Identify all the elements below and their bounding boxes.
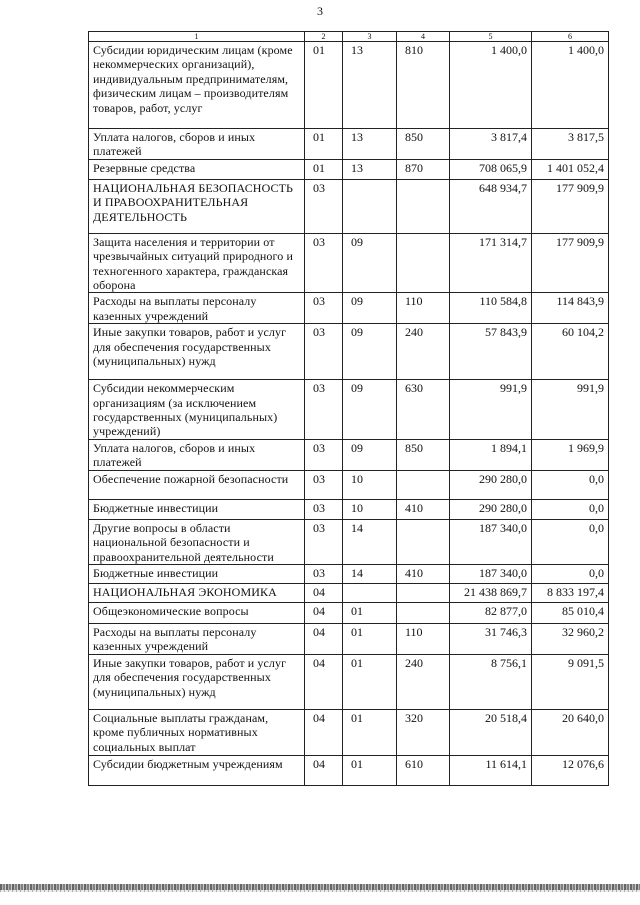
subsection-code: 01 — [343, 755, 397, 785]
subsection-code: 10 — [343, 470, 397, 499]
row-name: Резервные средства — [89, 159, 305, 179]
amount-year-1: 3 817,4 — [450, 129, 532, 160]
expense-type-code: 110 — [397, 623, 450, 654]
amount-year-1: 171 314,7 — [450, 233, 532, 293]
subsection-code: 13 — [343, 129, 397, 160]
amount-year-1: 708 065,9 — [450, 159, 532, 179]
row-name: Иные закупки товаров, работ и услуг для обеспечения государственных (муниципальных) нужд — [89, 324, 305, 380]
subsection-code: 14 — [343, 564, 397, 583]
scan-artifact — [0, 890, 640, 892]
column-header: 1 — [89, 32, 305, 42]
row-name: Уплата налогов, сборов и иных платежей — [89, 439, 305, 470]
subsection-code: 09 — [343, 380, 397, 440]
amount-year-1: 110 584,8 — [450, 293, 532, 324]
table-row — [89, 709, 609, 755]
table-row — [89, 470, 609, 499]
row-name: Расходы на выплаты персоналу казенных учреждений — [89, 293, 305, 324]
amount-year-1: 1 894,1 — [450, 439, 532, 470]
section-code: 04 — [305, 654, 343, 709]
expense-type-code — [397, 470, 450, 499]
table-row — [89, 159, 609, 179]
amount-year-2: 114 843,9 — [532, 293, 609, 324]
section-code: 03 — [305, 324, 343, 380]
amount-year-1: 11 614,1 — [450, 755, 532, 785]
amount-year-2: 0,0 — [532, 499, 609, 519]
table-row — [89, 324, 609, 380]
expense-type-code — [397, 179, 450, 233]
column-header: 5 — [450, 32, 532, 42]
expense-type-code: 610 — [397, 755, 450, 785]
subsection-code: 09 — [343, 293, 397, 324]
column-header: 3 — [343, 32, 397, 42]
expense-type-code: 320 — [397, 709, 450, 755]
expense-type-code — [397, 233, 450, 293]
amount-year-2: 177 909,9 — [532, 179, 609, 233]
row-name: Субсидии юридическим лицам (кроме некоммерческих организаций), индивидуальным предпринимателям, физическим лицам – производителям товаров, работ, услуг — [89, 42, 305, 129]
row-name: Социальные выплаты гражданам, кроме публичных нормативных социальных выплат — [89, 709, 305, 755]
amount-year-2: 20 640,0 — [532, 709, 609, 755]
subsection-code — [343, 179, 397, 233]
subsection-code: 01 — [343, 709, 397, 755]
amount-year-2: 12 076,6 — [532, 755, 609, 785]
table-row — [89, 583, 609, 602]
row-name: Бюджетные инвестиции — [89, 499, 305, 519]
section-code: 03 — [305, 233, 343, 293]
amount-year-2: 60 104,2 — [532, 324, 609, 380]
amount-year-2: 1 401 052,4 — [532, 159, 609, 179]
section-code: 04 — [305, 709, 343, 755]
row-name: Расходы на выплаты персоналу казенных учреждений — [89, 623, 305, 654]
row-name: Уплата налогов, сборов и иных платежей — [89, 129, 305, 160]
expense-type-code: 870 — [397, 159, 450, 179]
section-code: 03 — [305, 439, 343, 470]
expense-type-code: 810 — [397, 42, 450, 129]
subsection-code — [343, 583, 397, 602]
subsection-code: 09 — [343, 439, 397, 470]
table-row — [89, 439, 609, 470]
column-header: 2 — [305, 32, 343, 42]
table-row — [89, 499, 609, 519]
table-row — [89, 129, 609, 160]
amount-year-2: 9 091,5 — [532, 654, 609, 709]
column-header: 4 — [397, 32, 450, 42]
table-row — [89, 519, 609, 564]
expense-type-code: 850 — [397, 439, 450, 470]
column-number-row — [89, 32, 609, 42]
amount-year-1: 82 877,0 — [450, 602, 532, 623]
section-code: 01 — [305, 42, 343, 129]
amount-year-1: 991,9 — [450, 380, 532, 440]
subsection-code: 01 — [343, 623, 397, 654]
subsection-code: 13 — [343, 159, 397, 179]
amount-year-1: 8 756,1 — [450, 654, 532, 709]
table-row — [89, 755, 609, 785]
section-code: 04 — [305, 583, 343, 602]
section-code: 03 — [305, 564, 343, 583]
amount-year-1: 31 746,3 — [450, 623, 532, 654]
row-name: Общеэкономические вопросы — [89, 602, 305, 623]
amount-year-2: 1 400,0 — [532, 42, 609, 129]
section-code: 03 — [305, 179, 343, 233]
expense-type-code: 410 — [397, 564, 450, 583]
subsection-code: 01 — [343, 654, 397, 709]
subsection-code: 01 — [343, 602, 397, 623]
expense-type-code — [397, 583, 450, 602]
row-name: Обеспечение пожарной безопасности — [89, 470, 305, 499]
expense-type-code — [397, 519, 450, 564]
row-name: Другие вопросы в области национальной безопасности и правоохранительной деятельности — [89, 519, 305, 564]
amount-year-2: 991,9 — [532, 380, 609, 440]
table-row — [89, 564, 609, 583]
expense-type-code: 240 — [397, 654, 450, 709]
amount-year-1: 187 340,0 — [450, 519, 532, 564]
page-number: 3 — [317, 4, 323, 18]
expense-type-code: 850 — [397, 129, 450, 160]
amount-year-2: 0,0 — [532, 470, 609, 499]
row-name: Иные закупки товаров, работ и услуг для обеспечения государственных (муниципальных) нужд — [89, 654, 305, 709]
table-row — [89, 623, 609, 654]
amount-year-2: 1 969,9 — [532, 439, 609, 470]
subsection-code: 09 — [343, 324, 397, 380]
expense-type-code: 240 — [397, 324, 450, 380]
amount-year-2: 177 909,9 — [532, 233, 609, 293]
amount-year-1: 187 340,0 — [450, 564, 532, 583]
row-name: НАЦИОНАЛЬНАЯ БЕЗОПАСНОСТЬ И ПРАВООХРАНИТЕЛЬНАЯ ДЕЯТЕЛЬНОСТЬ — [89, 179, 305, 233]
table-row — [89, 654, 609, 709]
subsection-code: 10 — [343, 499, 397, 519]
amount-year-2: 8 833 197,4 — [532, 583, 609, 602]
amount-year-2: 32 960,2 — [532, 623, 609, 654]
amount-year-2: 3 817,5 — [532, 129, 609, 160]
section-code: 03 — [305, 519, 343, 564]
subsection-code: 13 — [343, 42, 397, 129]
table-row — [89, 179, 609, 233]
section-code: 03 — [305, 380, 343, 440]
amount-year-1: 290 280,0 — [450, 499, 532, 519]
row-name: Субсидии бюджетным учреждениям — [89, 755, 305, 785]
section-code: 01 — [305, 159, 343, 179]
row-name: Защита населения и территории от чрезвычайных ситуаций природного и техногенного характера, гражданская оборона — [89, 233, 305, 293]
table-row — [89, 293, 609, 324]
section-code: 04 — [305, 602, 343, 623]
row-name: Бюджетные инвестиции — [89, 564, 305, 583]
amount-year-1: 57 843,9 — [450, 324, 532, 380]
column-header: 6 — [532, 32, 609, 42]
amount-year-1: 290 280,0 — [450, 470, 532, 499]
section-code: 01 — [305, 129, 343, 160]
subsection-code: 14 — [343, 519, 397, 564]
expense-type-code: 410 — [397, 499, 450, 519]
amount-year-2: 0,0 — [532, 564, 609, 583]
amount-year-2: 0,0 — [532, 519, 609, 564]
amount-year-1: 20 518,4 — [450, 709, 532, 755]
section-code: 04 — [305, 623, 343, 654]
amount-year-1: 648 934,7 — [450, 179, 532, 233]
budget-table — [88, 31, 609, 786]
expense-type-code: 630 — [397, 380, 450, 440]
row-name: НАЦИОНАЛЬНАЯ ЭКОНОМИКА — [89, 583, 305, 602]
table-row — [89, 42, 609, 129]
table-row — [89, 380, 609, 440]
subsection-code: 09 — [343, 233, 397, 293]
row-name: Субсидии некоммерческим организациям (за исключением государственных (муниципальных) учреждений) — [89, 380, 305, 440]
expense-type-code: 110 — [397, 293, 450, 324]
section-code: 03 — [305, 293, 343, 324]
amount-year-1: 21 438 869,7 — [450, 583, 532, 602]
table-row — [89, 602, 609, 623]
section-code: 03 — [305, 470, 343, 499]
amount-year-2: 85 010,4 — [532, 602, 609, 623]
section-code: 03 — [305, 499, 343, 519]
section-code: 04 — [305, 755, 343, 785]
amount-year-1: 1 400,0 — [450, 42, 532, 129]
table-row — [89, 233, 609, 293]
expense-type-code — [397, 602, 450, 623]
